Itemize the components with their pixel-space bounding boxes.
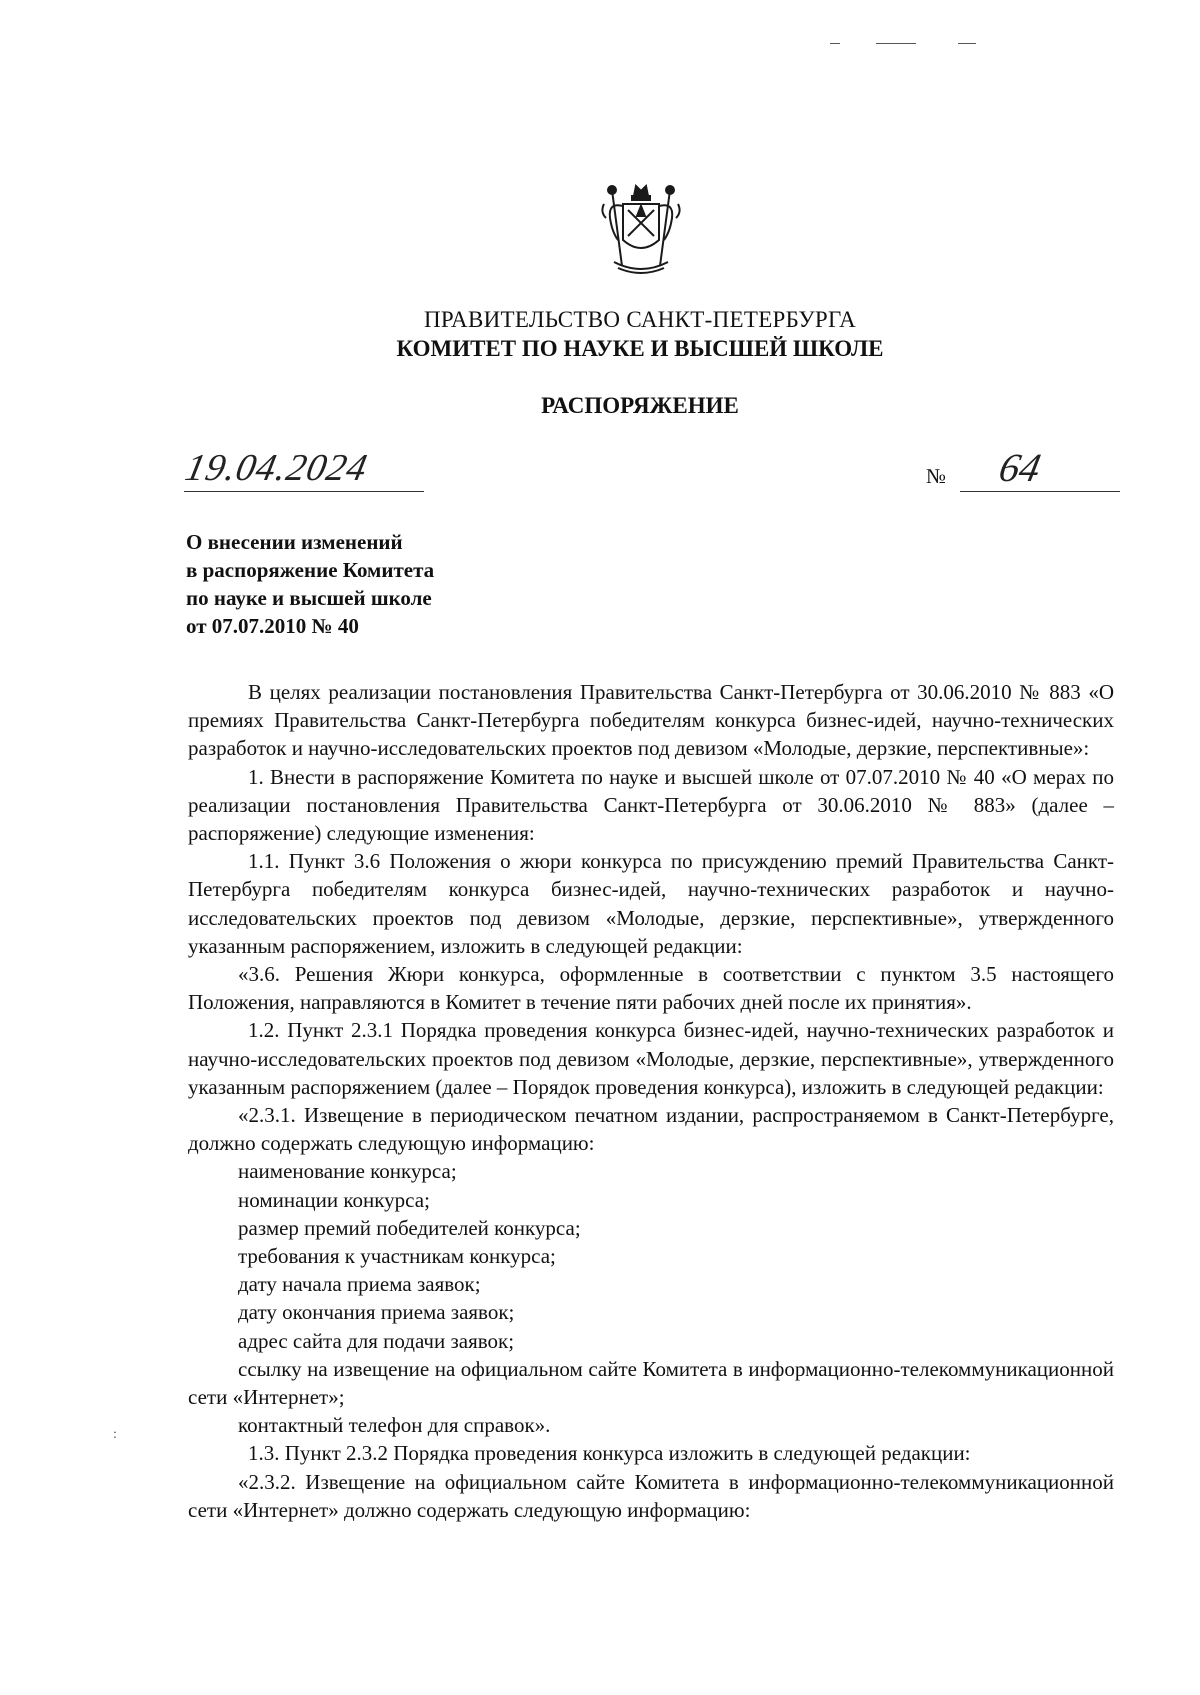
subject-line: О внесении изменений — [186, 530, 403, 554]
handwritten-date: 19.04.2024 — [181, 447, 372, 489]
date-underline — [184, 491, 424, 492]
document-body — [188, 678, 1114, 1524]
subject-line: в распоряжение Комитета — [186, 558, 435, 582]
body-paragraph: «3.6. Решения Жюри конкурса, оформленные в соответствии с пунктом 3.5 настоящего Положения, направляются в Комитет в течение пяти рабочих дней после их принятия». — [188, 962, 1114, 1015]
list-item: адрес сайта для подачи заявок; — [238, 1328, 515, 1353]
number-underline — [960, 491, 1120, 492]
number-label: № — [926, 464, 947, 488]
scan-artifact-dot: : — [113, 1427, 117, 1442]
document-type-title: РАСПОРЯЖЕНИЕ — [541, 393, 739, 418]
list-item: дату окончания приема заявок; — [238, 1300, 515, 1325]
body-paragraph: «2.3.2. Извещение на официальном сайте Комитета в информационно-телекоммуникационной сети «Интернет» должно содержать следующую информацию: — [188, 1469, 1114, 1522]
list-item: ссылку на извещение на официальном сайте Комитета в информационно-телекоммуникационной сети «Интернет»; — [188, 1356, 1114, 1410]
body-paragraph: 1.3. Пункт 2.3.2 Порядка проведения конкурса изложить в следующей редакции: — [248, 1441, 971, 1466]
body-paragraph: 1.2. Пункт 2.3.1 Порядка проведения конкурса бизнес-идей, научно-технических разработок и научно-исследовательских проектов под девизом «Молодые, дерзкие, перспективные», утвержденного указанным распоряжением (далее – Порядок проведения конкурса), изложить в следующей редакции: — [188, 1018, 1114, 1099]
body-paragraph: 1. Внести в распоряжение Комитета по науке и высшей школе от 07.07.2010 № 40 «О мерах по реализации постановления Правительства Санкт-Петербурга от 30.06.2010 № 883» (далее – распоряжение) следующие изменения: — [188, 764, 1114, 846]
body-paragraph: В целях реализации постановления Правительства Санкт-Петербурга от 30.06.2010 № 883 «О премиях Правительства Санкт-Петербурга победителям конкурса бизнес-идей, научно-технических разработок и научно-исследовательских проектов под девизом «Молодые, дерзкие, перспективные»: — [188, 680, 1114, 761]
body-paragraph: 1.1. Пункт 3.6 Положения о жюри конкурса по присуждению премий Правительства Санкт-Петербурга победителям конкурса бизнес-идей, научно-технических разработок и научно-исследовательских проектов под девизом «Молодые, дерзкие, перспективные», утвержденного указанным распоряжением, изложить в следующей редакции: — [188, 849, 1114, 958]
committee-title: КОМИТЕТ ПО НАУКЕ И ВЫСШЕЙ ШКОЛЕ — [396, 336, 884, 361]
document-subject — [186, 528, 566, 640]
list-item: размер премий победителей конкурса; — [238, 1215, 581, 1240]
subject-line: от 07.07.2010 № 40 — [186, 614, 359, 638]
list-item: номинации конкурса; — [238, 1187, 430, 1212]
saint-petersburg-coat-of-arms-icon — [598, 182, 684, 278]
scan-artifact-marks — [830, 38, 1000, 48]
list-item: наименование конкурса; — [238, 1159, 457, 1184]
list-item: дату начала приема заявок; — [238, 1272, 481, 1297]
body-paragraph: «2.3.1. Извещение в периодическом печатном издании, распространяемом в Санкт-Петербурге, должно содержать следующую информацию: — [188, 1103, 1114, 1156]
list-item: требования к участникам конкурса; — [238, 1244, 556, 1269]
list-item: контактный телефон для справок». — [238, 1413, 551, 1438]
handwritten-number: 64 — [995, 445, 1045, 490]
government-title: ПРАВИТЕЛЬСТВО САНКТ-ПЕТЕРБУРГА — [423, 307, 857, 332]
subject-line: по науке и высшей школе — [186, 586, 432, 610]
